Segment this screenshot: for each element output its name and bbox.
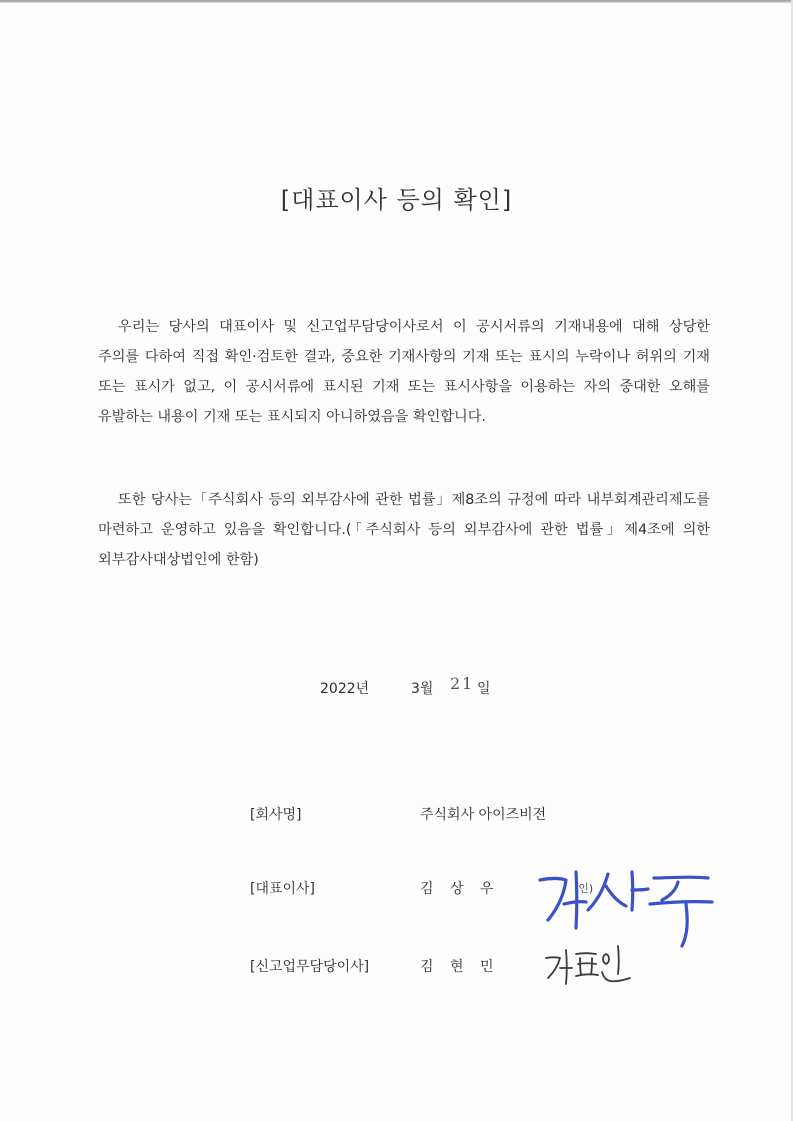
document-title: [대표이사 등의 확인] [280,186,513,214]
sig1-stroke-9 [662,882,678,900]
seal-mark: (인) [574,882,594,895]
sig2-stroke-4 [576,953,598,976]
date-year: 2022년 [320,681,370,697]
sig1-stroke-10 [650,902,712,904]
date-day-handwritten: 21 [450,674,475,693]
scan-top-border [0,0,793,3]
sig1-stroke-3 [564,902,586,904]
sig2-stroke-6 [618,946,619,974]
officer-signature [540,938,632,988]
sig1-stroke-4 [588,874,608,910]
internal-control-paragraph: 또한 당사는「주식회사 등의 외부감사에 관한 법률」제8조의 규정에 따라 내부회계관리제도를 마련하고 운영하고 있음을 확인합니다.(「주식회사 등의 외부감사에 관한 법률」제4조에 의한 외부감사대상법인에 한함) [98,492,710,568]
sig1-stroke-11 [682,904,687,946]
confirmation-paragraph: 우리는 당사의 대표이사 및 신고업무담당이사로서 이 공시서류의 기재내용에 대해 상당한 주의를 다하여 직접 확인·검토한 결과, 중요한 기재사항의 기재 또는 표시의 누락이나 허위의 기재 또는 표시가 없고, 이 공시서류에 표시된 기재 또는 표시사항을 이용하는 자의 중대한 오해를 유발하는 내용이 기재 또는 표시되지 아니하였음을 확인합니다. [98,319,710,425]
sig2-stroke-1 [546,957,560,978]
sig2-stroke-5 [603,954,609,964]
officer-name: 김 현 민 [420,959,500,975]
company-label: [회사명] [250,807,302,823]
sig1-stroke-7 [632,889,648,890]
sig1-stroke-5 [606,886,626,906]
sig1-stroke-2 [576,872,577,928]
date-month: 3월 [411,681,434,697]
sig1-stroke-1 [540,879,566,921]
date-day-unit: 일 [477,681,491,697]
ceo-name: 김 상 우 [420,881,500,897]
sig2-stroke-2 [566,950,567,984]
officer-label: [신고업무담당이사] [250,959,370,975]
sig2-stroke-7 [602,972,630,981]
ceo-label: [대표이사] [250,881,316,897]
sig1-stroke-8 [654,877,708,878]
company-name: 주식회사 아이즈비전 [420,807,547,823]
